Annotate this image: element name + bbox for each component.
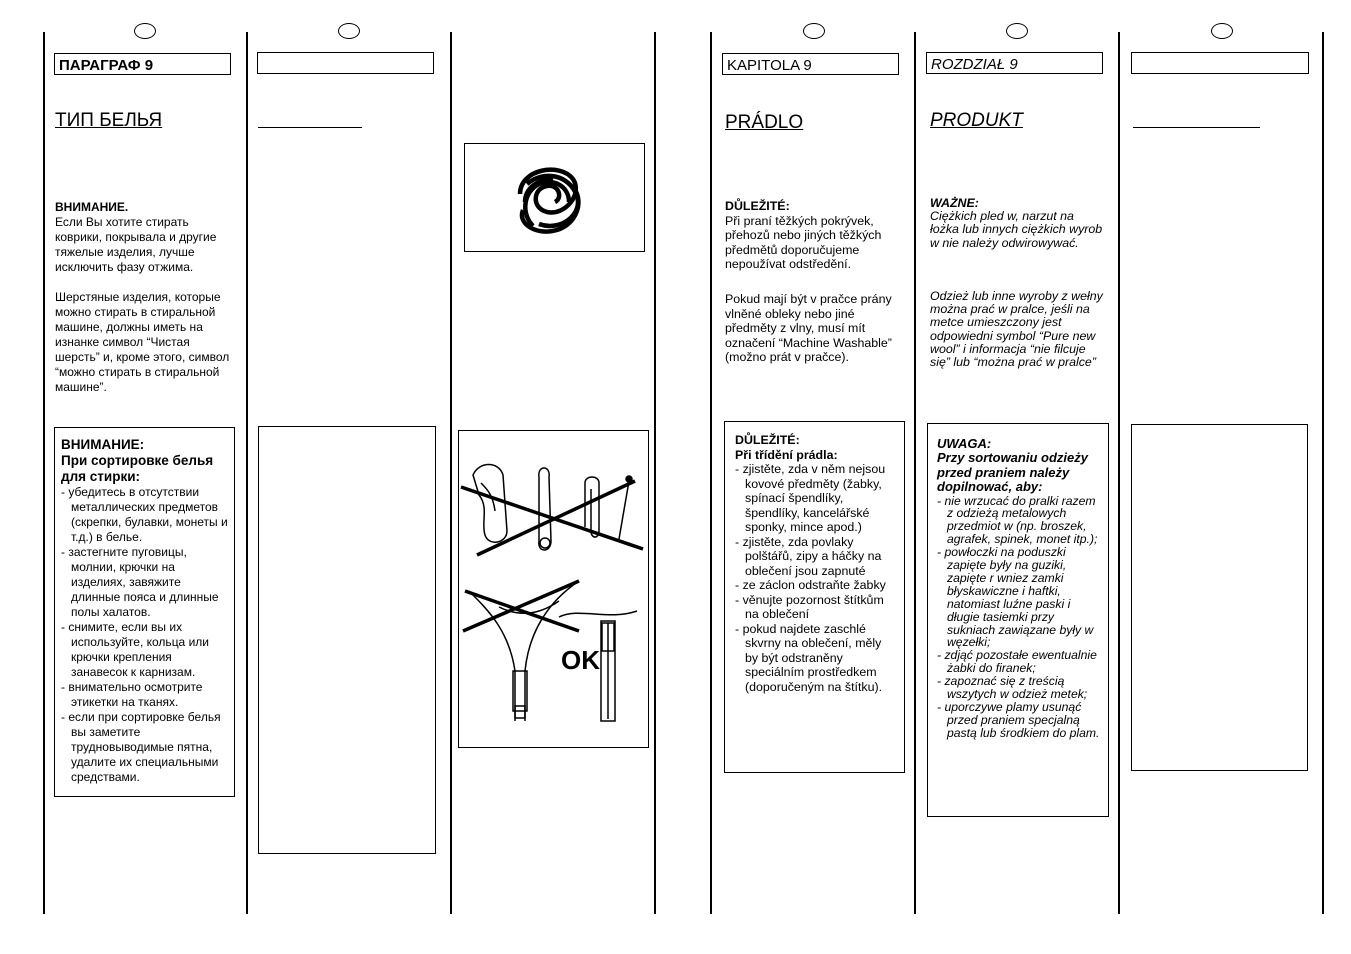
list-item: - застегните пуговицы, молнии, крючки на изделиях, завяжите длинные пояса и длинные полы халатов. — [61, 545, 228, 620]
list-item: - powłoczki na poduszki zapięte były na guziki, zapięte r wniez zamki błyskawiczne i haftki, natomiast luźne paski i długie tasiemki przy sukniach zawiązane były w węzełki; — [937, 546, 1102, 649]
list-item: - внимательно осмотрите этикетки на тканях. — [61, 680, 228, 710]
column-divider — [246, 32, 248, 914]
section-title-ru: ТИП БЕЛЬЯ — [55, 110, 163, 131]
ok-label: OK — [561, 645, 600, 675]
warning-title: ВНИМАНИЕ. — [55, 200, 129, 214]
notice-box-blank — [258, 426, 436, 854]
wool-mark-figure — [464, 143, 645, 252]
sorting-illustration — [458, 430, 649, 748]
important-title: DŮLEŽITÉ: — [725, 199, 790, 213]
warning-text: Если Вы хотите стирать коврики, покрывала и другие тяжелые изделия, лучше исключить фазу отжима. — [55, 215, 217, 274]
important-block-pl — [930, 197, 1106, 250]
section-header-text: ROZDZIAŁ 9 — [931, 56, 1018, 73]
language-marker-circle — [338, 23, 360, 39]
title-underline-blank — [258, 127, 362, 128]
list-item: - zjistěte, zda povlaky polštářů, zipy a háčky na oblečení jsou zapnuté — [735, 535, 896, 579]
notice-box-blank — [1131, 424, 1308, 771]
list-item: - nie wrzucać do pralki razem z odzieżą metalowych przedmiot w (np. broszek, agrafek, spinek, monet itp.); — [937, 495, 1102, 547]
language-marker-circle — [1211, 23, 1233, 39]
list-item: - zapoznać się z treścią wszytych w odzież metek; — [937, 675, 1102, 701]
section-header-text: KAPITOLA 9 — [727, 57, 812, 74]
important-text: Ciężkich pled w, narzut na łożka lub innych ciężkich wyrob w nie należy odwirowywać. — [930, 209, 1103, 250]
language-marker-circle — [1006, 23, 1028, 39]
list-item: - ze záclon odstraňte žabky — [735, 578, 896, 593]
list-item: - zjistěte, zda v něm nejsou kovové předměty (žabky, spínací špendlíky, špendlíky, kancelářské sponky, mince apod.) — [735, 462, 896, 535]
notice-subtitle: Przy sortowaniu odzieży przed praniem należy dopilnować, aby: — [937, 450, 1088, 494]
sorting-notice-box-cz — [724, 421, 905, 773]
sorting-notice-box-ru — [54, 427, 235, 797]
curtain-hook-icon — [473, 465, 507, 543]
wool-note-cz: Pokud mají být v pračce prány vlněné obleky nebo jiné předměty z vlny, musí mít označení “Machine Washable” (možno prát v pračce). — [725, 292, 892, 364]
section-header-pl — [926, 52, 1103, 74]
cross-out-line — [477, 481, 635, 555]
section-header-blank — [257, 52, 434, 74]
column-divider — [654, 32, 656, 914]
paper-clip-icon — [585, 477, 599, 537]
notice-title: ВНИМАНИЕ: — [61, 437, 145, 452]
language-marker-circle — [134, 23, 156, 39]
sorting-illustration-drawing — [459, 431, 648, 747]
notice-subtitle: Při třídění prádla: — [735, 447, 838, 462]
column-divider — [914, 32, 916, 914]
important-title: WAŻNE: — [930, 196, 979, 210]
important-block-cz — [725, 199, 905, 272]
notice-title: UWAGA: — [937, 436, 992, 451]
important-text: Při praní těžkých pokrývek, přehozů nebo jiných těžkých předmětů doporučujeme nepoužívat odstředění. — [725, 213, 882, 271]
list-item: - если при сортировке белья вы заметите трудновыводимые пятна, удалите их специальными средствами. — [61, 710, 228, 785]
section-header-blank — [1131, 52, 1309, 74]
column-divider — [710, 32, 712, 914]
column-divider — [450, 32, 452, 914]
language-marker-circle — [803, 23, 825, 39]
section-header-ru — [54, 53, 231, 75]
column-divider — [43, 32, 45, 914]
wool-mark-icon — [465, 144, 644, 251]
warning-block-ru — [55, 200, 235, 275]
section-header-cz — [722, 53, 899, 75]
list-item: - věnujte pozornost štítkům na oblečení — [735, 593, 896, 622]
list-item: - zdjąć pozostałe ewentualnie żabki do firanek; — [937, 649, 1102, 675]
wool-note-ru: Шерстяные изделия, которые можно стирать в стиральной машине, должны иметь на изнанке символ “Чистая шерсть” и, кроме этого, символ “можно стирать в стиральной машине”. — [55, 290, 230, 394]
title-underline-blank — [1133, 127, 1260, 128]
notice-list — [735, 462, 896, 694]
notice-list — [61, 485, 228, 785]
sorting-notice-box-pl — [927, 423, 1109, 817]
wool-note-pl: Odzież lub inne wyroby z wełny można prać w pralce, jeśli na metce umieszczony jest odpowiedni symbol “Pure new wool” i informacja “nie filcuje się” lub “można prać w pralce” — [930, 289, 1103, 370]
list-item: - pokud najdete zaschlé skvrny na oblečení, měly by být odstraněny speciálním prostředkem (doporučeným na štítku). — [735, 622, 896, 695]
section-header-text: ПАРАГРАФ 9 — [59, 57, 154, 74]
list-item: - uporczywe plamy usunąć przed praniem specjalną pastą lub środkiem do plam. — [937, 701, 1102, 740]
list-item: - снимите, если вы их используйте, кольца или крючки крепления занавесок к карнизам. — [61, 620, 228, 680]
cross-out-line — [465, 591, 579, 631]
notice-list — [937, 495, 1102, 740]
list-item: - убедитесь в отсутствии металлических предметов (скрепки, булавки, монеты и т.д.) в белье. — [61, 485, 228, 545]
notice-subtitle: При сортировке белья для стирки: — [61, 453, 214, 484]
notice-title: DŮLEŽITÉ: — [735, 433, 800, 447]
section-title-pl: PRODUKT — [930, 110, 1023, 131]
column-divider — [1118, 32, 1120, 914]
column-divider — [1322, 32, 1324, 914]
section-title-cz: PRÁDLO — [725, 112, 804, 133]
